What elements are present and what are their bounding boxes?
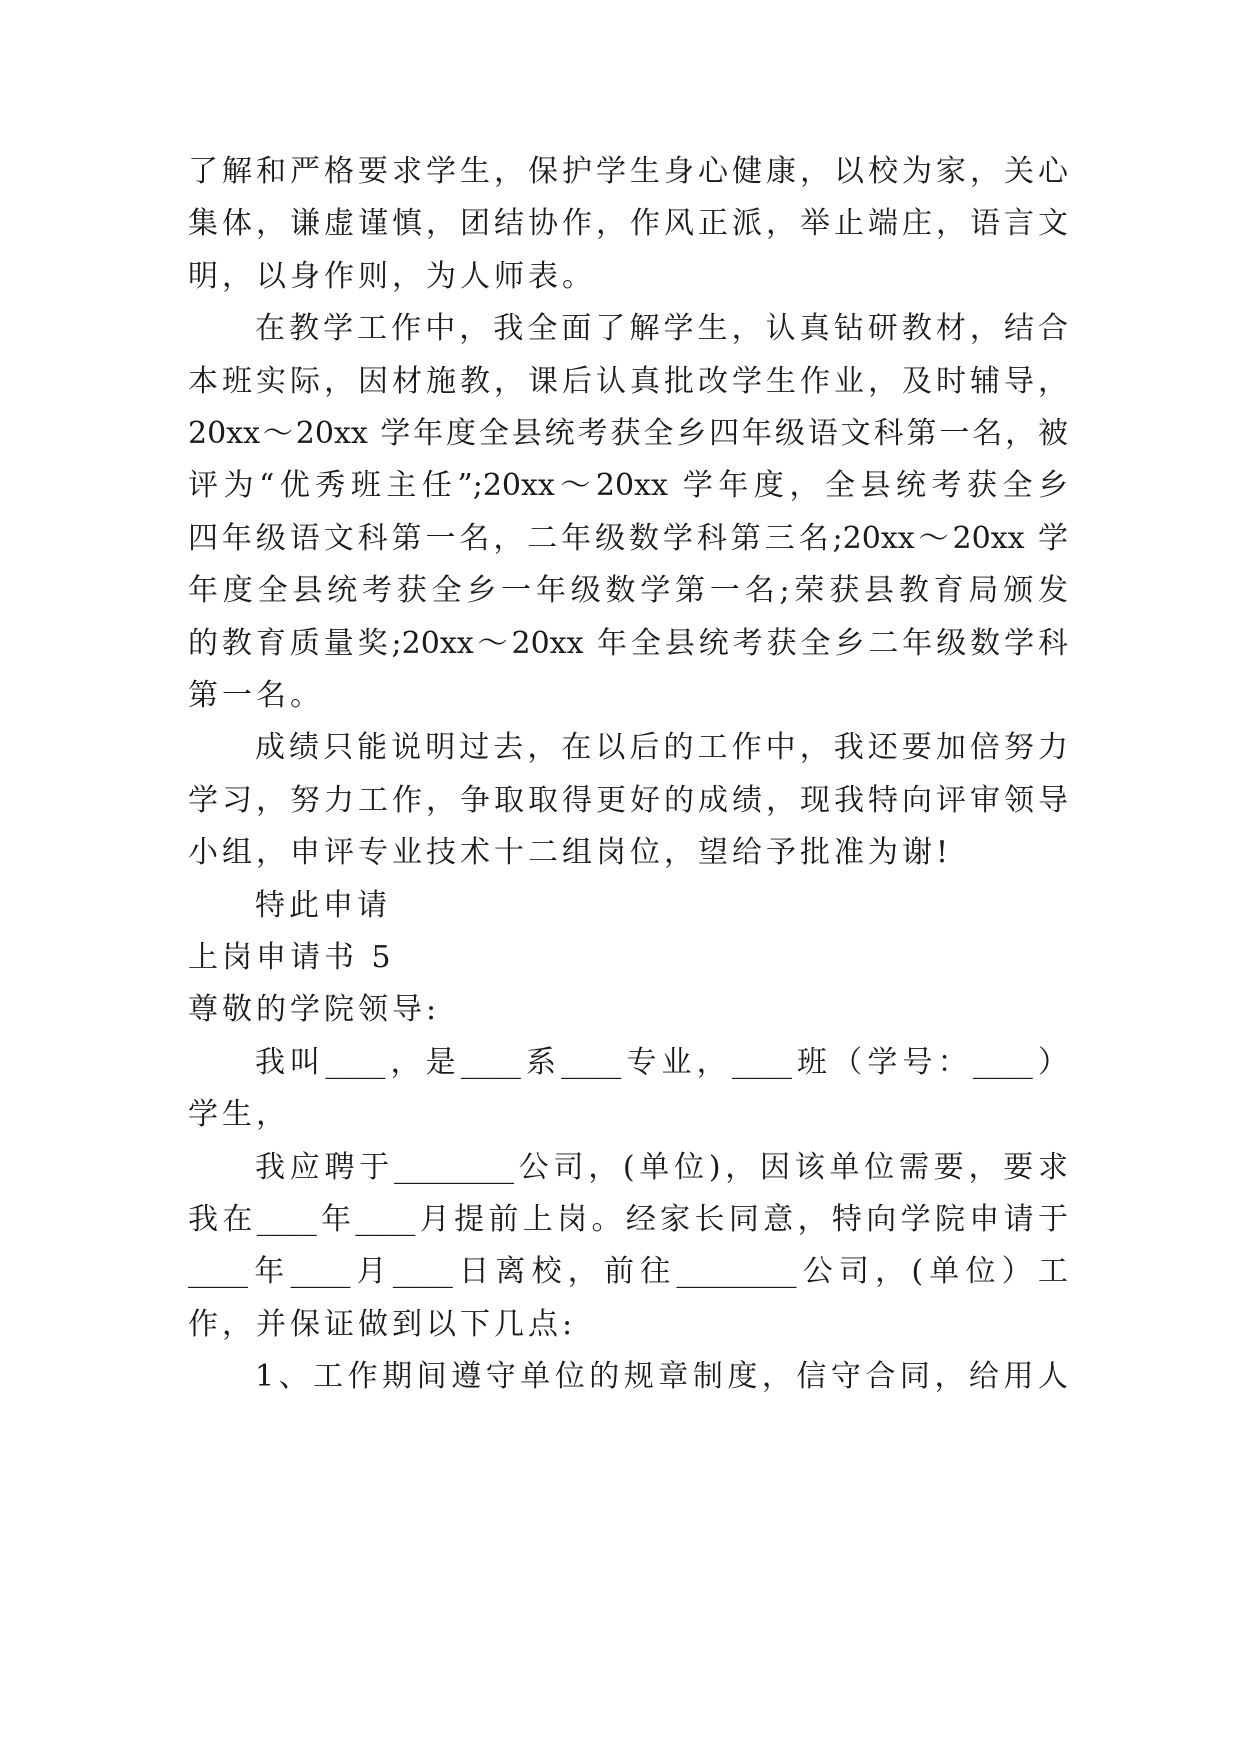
text-line: 我应聘于________公司，(单位)，因该单位需要，要求 bbox=[255, 1149, 1068, 1185]
text-line: 小组，申评专业技术十二组岗位，望给予批准为谢! bbox=[188, 835, 953, 871]
text-line: 尊敬的学院领导: bbox=[188, 992, 441, 1028]
text-line: 年度全县统考获全乡一年级数学第一名;荣获县教育局颁发 bbox=[188, 573, 1068, 609]
text-line: 在教学工作中，我全面了解学生，认真钻研教材，结合 bbox=[255, 311, 1068, 347]
text-line: 我叫____，是____系____专业，____班（学号：____） bbox=[255, 1044, 1068, 1080]
text-line: 学生， bbox=[188, 1097, 290, 1133]
text-line: 评为“优秀班主任”;20xx～20xx 学年度，全县统考获全乡 bbox=[188, 468, 1068, 504]
text-line: 特此申请 bbox=[255, 887, 391, 923]
text-line: 第一名。 bbox=[188, 678, 324, 713]
text-line: 20xx～20xx 学年度全县统考获全乡四年级语文科第一名，被 bbox=[188, 416, 1068, 451]
text-line: 1、工作期间遵守单位的规章制度，信守合同，给用人 bbox=[255, 1359, 1068, 1395]
text-line: 四年级语文科第一名，二年级数学科第三名;20xx～20xx 学 bbox=[188, 520, 1068, 556]
text-line: 了解和严格要求学生，保护学生身心健康，以校为家，关心 bbox=[188, 154, 1068, 189]
text-line: 作，并保证做到以下几点: bbox=[188, 1306, 577, 1342]
text-line: 成绩只能说明过去，在以后的工作中，我还要加倍努力 bbox=[255, 730, 1068, 766]
text-line: 集体，谦虚谨慎，团结协作，作风正派，举止端庄，语言文 bbox=[188, 206, 1068, 242]
text-line: ____年____月____日离校，前往________公司，(单位）工 bbox=[188, 1254, 1068, 1290]
text-line: 本班实际，因材施教，课后认真批改学生作业，及时辅导， bbox=[188, 363, 1068, 399]
text-line: 明，以身作则，为人师表。 bbox=[188, 258, 596, 294]
text-line: 学习，努力工作，争取取得更好的成绩，现我特向评审领导 bbox=[188, 782, 1068, 818]
text-line: 我在____年____月提前上岗。经家长同意，特向学院申请于 bbox=[188, 1202, 1068, 1237]
text-line: 上岗申请书 5 bbox=[188, 940, 395, 975]
text-line: 的教育质量奖;20xx～20xx 年全县统考获全乡二年级数学科 bbox=[188, 625, 1068, 661]
